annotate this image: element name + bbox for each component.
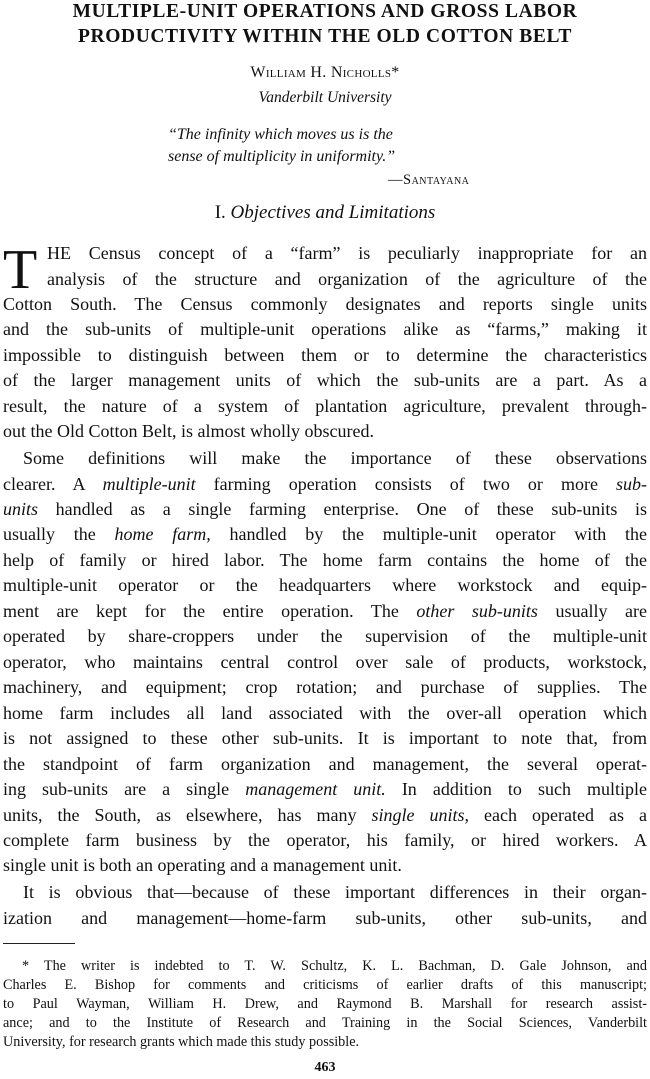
article-title-line-2: PRODUCTIVITY WITHIN THE OLD COTTON BELT: [78, 26, 572, 47]
section-title: Objectives and Limitations: [230, 202, 436, 223]
paragraph-1-line: result, the nature of a system of plantation agriculture, prevalent through-: [3, 396, 647, 416]
paragraph-2-line: clearer. A multiple-unit farming operation consists of two or more sub-: [3, 474, 648, 494]
term-sub-units-start: sub-: [616, 474, 648, 494]
paragraph-2-line: the standpoint of farm organization and management, the several operat-: [3, 754, 647, 774]
paragraph-2-line: machinery, and equipment; crop rotation; and purchase of supplies. The: [3, 677, 647, 697]
paragraph-2-line: operator, who maintains central control over sale of products, workstock,: [3, 652, 647, 672]
footnote-line: University, for research grants which made this study possible.: [3, 1034, 360, 1050]
paragraph-1-line: impossible to distinguish between them or to determine the characteristics: [3, 345, 647, 365]
paragraph-2-line: help of family or hired labor. The home farm contains the home of the: [3, 550, 647, 570]
paragraph-2-line: units handled as a single farming enterprise. One of these sub-units is: [3, 499, 647, 519]
drop-cap: T: [3, 239, 38, 301]
paragraph-2-line: ment are kept for the entire operation. The other sub-units usually are: [3, 601, 647, 621]
paragraph-1-line: of the larger management units of which the sub-units are a part. As a: [3, 370, 647, 390]
term-single-units: single units,: [371, 805, 470, 825]
epigraph-source: —Santayana: [388, 172, 470, 188]
article-title-line-1: MULTIPLE-UNIT OPERATIONS AND GROSS LABOR: [72, 1, 578, 22]
paragraph-2-line: single unit is both an operating and a management unit.: [3, 855, 402, 875]
term-other-sub-units: other sub-units: [416, 601, 538, 621]
footnote-line: ance; and to the Institute of Research and Training in the Social Sciences, Vanderbilt: [3, 1015, 647, 1031]
paragraph-2-line: operated by share-croppers under the supervision of the multiple-unit: [3, 626, 647, 646]
paragraph-2-line: Some definitions will make the importance of these observations: [23, 448, 647, 468]
paragraph-1-line: out the Old Cotton Belt, is almost wholly obscured.: [3, 421, 374, 441]
paragraph-2-line: multiple-unit operator or the headquarters where workstock and equip-: [3, 575, 647, 595]
paragraph-3-line: ization and management—home-farm sub-units, other sub-units, and: [3, 908, 647, 928]
paragraph-2-line: units, the South, as elsewhere, has many single units, each operated as a: [3, 805, 647, 825]
paragraph-3-line: It is obvious that—because of these important differences in their organ-: [23, 882, 647, 902]
section-number: I.: [214, 202, 226, 223]
term-multiple-unit: multiple-unit: [102, 474, 196, 494]
paragraph-1-line: HE Census concept of a “farm” is peculiarly inappropriate for an: [47, 243, 647, 263]
page-number: 463: [314, 1060, 336, 1075]
paragraph-2-line: is not assigned to these other sub-units. It is important to note that, from: [3, 728, 647, 748]
footnote-rule: [3, 943, 75, 944]
paragraph-2-line: complete farm business by the operator, his family, or hired workers. A: [3, 830, 647, 850]
paragraph-1-line: and the sub-units of multiple-unit operations alike as “farms,” making it: [3, 319, 647, 339]
term-home-farm: home farm,: [114, 524, 211, 544]
paragraph-1-line: Cotton South. The Census commonly designates and reports single units: [3, 294, 647, 314]
footnote-line: to Paul Wayman, William H. Drew, and Raymond B. Marshall for research assist-: [3, 996, 647, 1012]
author-affiliation: Vanderbilt University: [258, 89, 392, 106]
epigraph-line-2: sense of multiplicity in uniformity.”: [168, 148, 396, 165]
paragraph-2-line: home farm includes all land associated with the over-all operation which: [3, 703, 647, 723]
footnote-line: Charles E. Bishop for comments and criticisms of earlier drafts of this manuscript;: [3, 977, 647, 993]
paragraph-1-line: analysis of the structure and organization of the agriculture of the: [47, 269, 647, 289]
section-heading: [0, 202, 650, 224]
paragraph-2-line: usually the home farm, handled by the multiple-unit operator with the: [3, 524, 648, 544]
term-management-unit: management unit.: [245, 779, 386, 799]
author-name: William H. Nicholls*: [250, 64, 400, 81]
term-sub-units-end: units: [3, 499, 39, 519]
paragraph-2-line: ing sub-units are a single management unit. In addition to such multiple: [3, 779, 647, 799]
epigraph-line-1: “The infinity which moves us is the: [168, 126, 393, 143]
footnote-line: * The writer is indebted to T. W. Schultz, K. L. Bachman, D. Gale Johnson, and: [22, 958, 647, 974]
